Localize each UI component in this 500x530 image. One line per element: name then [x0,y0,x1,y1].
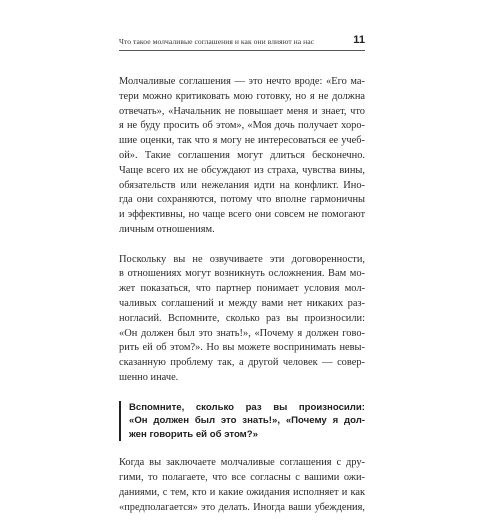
text-line: отвечать», «Начальник не повышает меня и знает, что [119,105,365,117]
page-number: 11 [353,34,365,46]
text-line: я не буду просить об этом», «Моя дочь получает хоро- [119,120,365,132]
text-line: чаливых соглашений и между вами нет никаких раз- [119,297,365,309]
text-line: жет показаться, что партнер понимает условия мол- [119,283,365,295]
paragraph-3 [119,456,365,515]
text-line: шенно иначе. [119,371,179,383]
text-line: ногласий. Вспомните, сколько раз вы произносили: [119,312,365,324]
text-line: ой». Такие соглашения могут длиться бесконечно. [119,149,365,161]
book-page [119,34,365,530]
text-line: сказанную проблему так, а другой человек — совер- [119,357,365,369]
paragraph-2 [119,253,365,386]
text-line: гда они сохраняются, потому что вполне гармоничны [119,194,365,206]
text-line: гими, то полагаете, что все согласны с вашими ожи- [119,471,365,483]
pull-quote-line: жен говорить ей об этом?» [129,428,258,440]
text-line: даниями, с тем, кто и какие ожидания исполняет и как [119,486,365,498]
text-line: Чаще всего их не обсуждают из страха, чувства вины, [119,164,365,176]
text-line: тери можно критиковать мою готовку, но я не должна [119,90,365,102]
text-line: обязательств или нежелания идти на конфликт. Ино- [119,179,365,191]
text-line: «предполагается» это делать. Иногда ваши убеждения, [119,501,365,513]
running-title: Что такое молчаливые соглашения и как они влияют на нас [119,37,315,46]
text-line: шие оценки, так что я могу не интересоваться ее учеб- [119,135,365,147]
text-line: и эффективны, но чаще всего они совсем не помогают [119,209,365,221]
pull-quote-line: Вспомните, сколько раз вы произносили: [129,401,365,413]
text-line: Молчаливые соглашения — это нечто вроде: «Его ма- [119,76,365,87]
text-line: Поскольку вы не озвучиваете эти договоренности, [119,253,365,265]
paragraph-1 [119,75,365,238]
text-line: Когда вы заключаете молчаливые соглашения с дру- [119,457,365,469]
body-text [119,75,365,515]
text-line: «Он должен был это знать!», «Почему я должен гово- [119,327,365,339]
running-header [119,34,365,51]
text-line: личным отношениям. [119,223,215,235]
text-line: рить ей об этом?». Но вы можете воспринимать невы- [119,342,365,354]
pull-quote-line: «Он должен был это знать!», «Почему я дол- [129,415,365,427]
text-line: в отношениях могут возникнуть осложнения. Вам мо- [119,268,365,280]
pull-quote [119,401,365,442]
